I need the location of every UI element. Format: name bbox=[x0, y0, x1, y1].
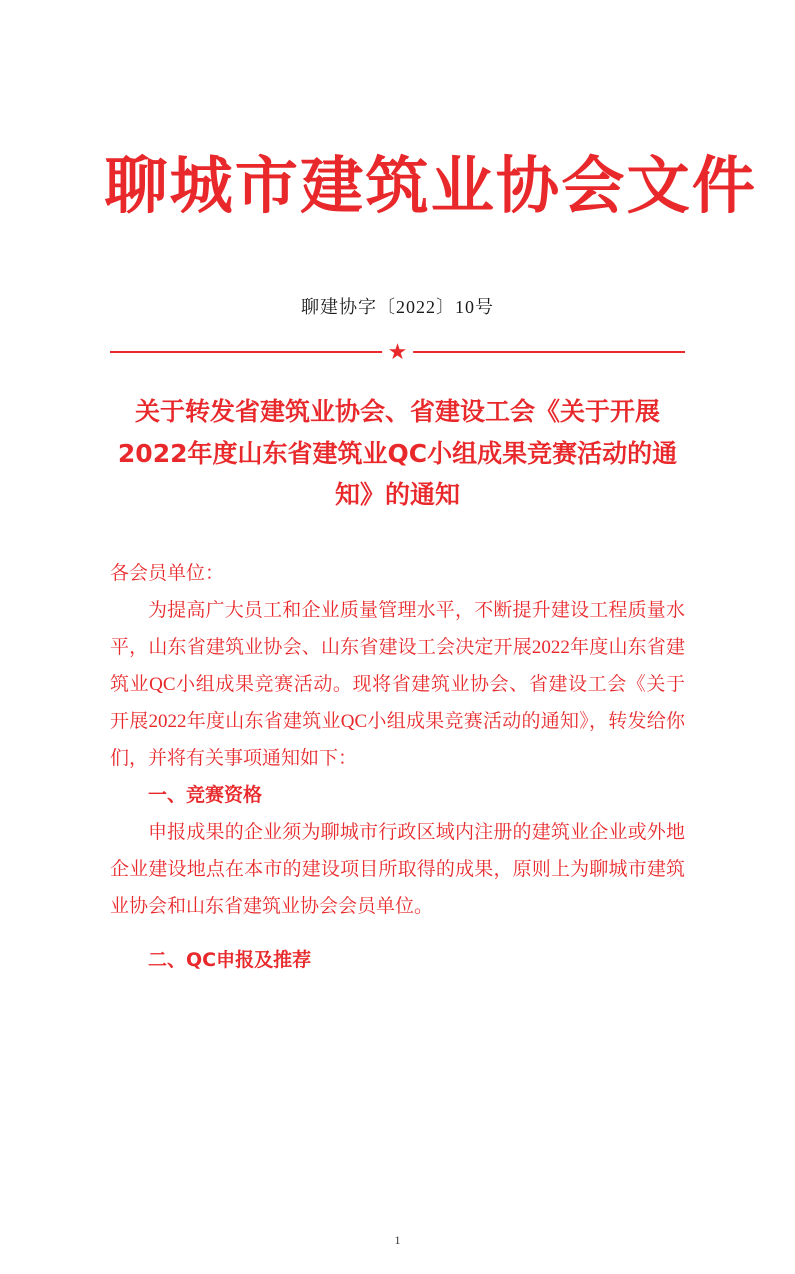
salutation: 各会员单位： bbox=[110, 563, 225, 585]
paragraph-spacer bbox=[110, 926, 685, 942]
section-heading-1: 一、竞赛资格 bbox=[148, 784, 263, 807]
document-subject-title: 关于转发省建筑业协会、省建设工会《关于开展2022年度山东省建筑业QC小组成果竞赛活动的通知》的通知 bbox=[117, 397, 678, 509]
section-heading-2: 二、QC申报及推荐 bbox=[148, 948, 312, 971]
body-paragraph-1: 为提高广大员工和企业质量管理水平，不断提升建设工程质量水平，山东省建筑业协会、山东省建设工会决定开展2022年度山东省建筑业QC小组成果竞赛活动。现将省建筑业协会、省建设工会《关于开展2022年度山东省建筑业QC小组成果竞赛活动的通知》，转发给你们，并将有关事项通知如下： bbox=[110, 600, 685, 770]
body-paragraph-2: 申报成果的企业须为聊城市行政区域内注册的建筑业企业或外地企业建设地点在本市的建设项目所取得的成果，原则上为聊城市建筑业协会和山东省建筑业协会会员单位。 bbox=[110, 822, 685, 918]
star-icon: ★ bbox=[382, 341, 414, 363]
red-divider bbox=[110, 339, 685, 365]
document-header-title: 聊城市建筑业协会文件 bbox=[104, 149, 758, 222]
document-page bbox=[0, 150, 795, 1274]
page-number: 1 bbox=[394, 1233, 401, 1247]
document-number: 聊建协字〔2022〕10号 bbox=[301, 297, 494, 318]
document-body bbox=[110, 555, 685, 979]
